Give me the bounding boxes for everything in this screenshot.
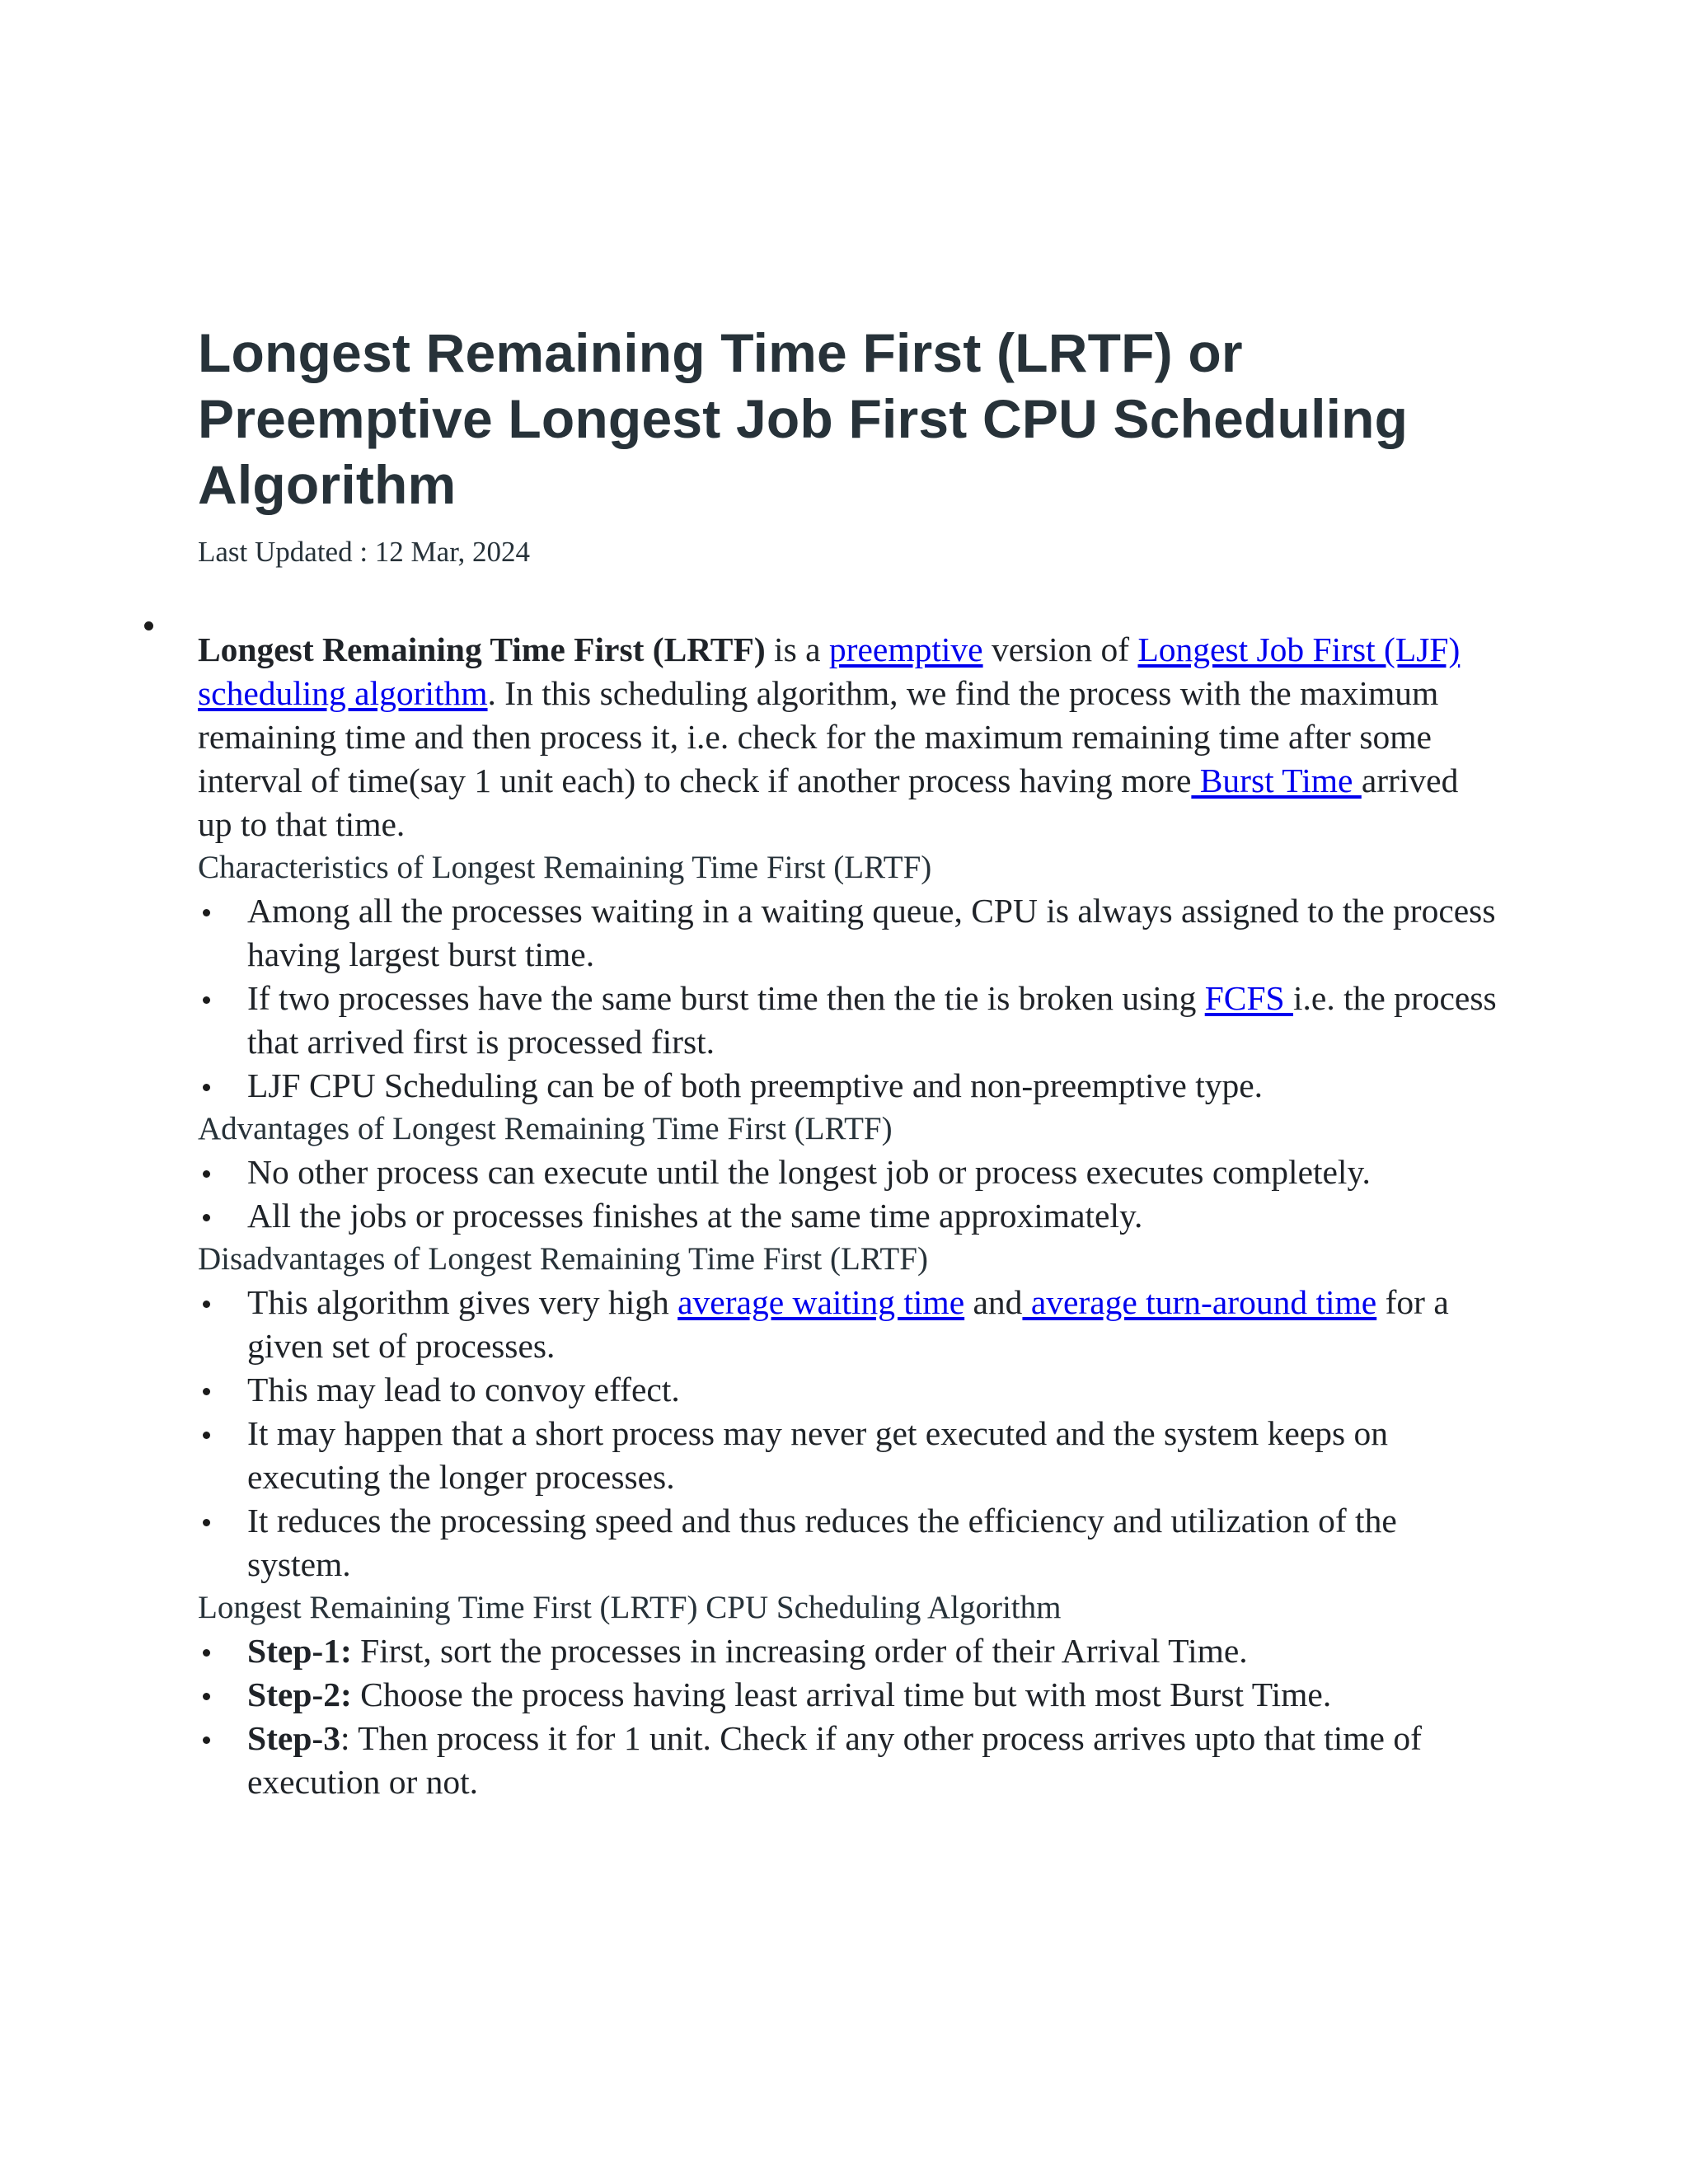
characteristics-heading: Characteristics of Longest Remaining Time First (LRTF) <box>198 850 932 885</box>
bullet-icon <box>203 1214 210 1221</box>
bullet-icon <box>203 909 210 916</box>
average-waiting-time-link[interactable]: average waiting time <box>678 1283 965 1321</box>
bullet-icon <box>203 1693 210 1700</box>
ljf-link[interactable]: Longest Job First (LJF) scheduling algorithm <box>198 630 1461 712</box>
list-item-text: i.e. the process that arrived first is processed first. <box>247 979 1497 1061</box>
bullet-marker <box>144 621 153 630</box>
bullet-icon <box>203 1736 210 1744</box>
intro-bold-term: Longest Remaining Time First (LRTF) <box>198 630 766 668</box>
list-item <box>198 1629 1500 1673</box>
list-item-text: It may happen that a short process may never get executed and the system keeps on executing the longer processes. <box>247 1414 1389 1496</box>
list-item <box>198 1412 1500 1499</box>
list-item <box>198 1499 1500 1586</box>
bullet-icon <box>203 1649 210 1657</box>
bullet-icon <box>203 996 210 1004</box>
intro-text: . In this scheduling algorithm, we find the process with the maximum remaining time and then process it, i.e. check for the maximum remaining time after some interval of time(say 1 unit each) to check if another process having more <box>198 674 1439 799</box>
bullet-icon <box>203 1301 210 1308</box>
algorithm-steps-list <box>198 1629 1500 1804</box>
algorithm-heading: Longest Remaining Time First (LRTF) CPU Scheduling Algorithm <box>198 1590 1062 1625</box>
last-updated: Last Updated : 12 Mar, 2024 <box>198 536 530 568</box>
list-item-text: Choose the process having least arrival time but with most Burst Time. <box>351 1675 1332 1713</box>
page-title: Longest Remaining Time First (LRTF) or Preemptive Longest Job First CPU Scheduling Algorithm <box>198 322 1409 515</box>
list-item <box>198 1368 1500 1412</box>
list-item-text: First, sort the processes in increasing order of their Arrival Time. <box>351 1632 1248 1670</box>
intro-text: version of <box>982 630 1138 668</box>
list-item <box>198 1673 1500 1717</box>
average-turnaround-time-link[interactable]: average turn-around time <box>1022 1283 1377 1321</box>
bullet-icon <box>203 1519 210 1526</box>
list-item <box>198 1717 1500 1804</box>
advantages-list <box>198 1151 1500 1238</box>
list-item <box>198 977 1500 1064</box>
article <box>198 320 1500 1804</box>
list-item <box>198 1281 1500 1368</box>
burst-time-link[interactable]: Burst Time <box>1191 762 1362 799</box>
bullet-icon <box>203 1084 210 1091</box>
article-body <box>198 628 1500 1804</box>
preemptive-link[interactable]: preemptive <box>828 630 983 668</box>
intro-text: is a <box>765 630 829 668</box>
advantages-heading: Advantages of Longest Remaining Time First (LRTF) <box>198 1111 893 1146</box>
disadvantages-list <box>198 1281 1500 1586</box>
disadvantages-heading: Disadvantages of Longest Remaining Time First (LRTF) <box>198 1241 928 1277</box>
bullet-icon <box>203 1388 210 1395</box>
characteristics-list <box>198 889 1500 1108</box>
list-item-text: and <box>964 1283 1023 1321</box>
list-item-text: No other process can execute until the longest job or process executes completely. <box>247 1153 1371 1191</box>
step-label: Step-3 <box>247 1719 340 1757</box>
bullet-icon <box>203 1170 210 1178</box>
list-item-text: This algorithm gives very high <box>247 1283 678 1321</box>
list-item-text: for a given set of processes. <box>247 1283 1449 1365</box>
list-item-text: : Then process it for 1 unit. Check if any other process arrives upto that time of execution or not. <box>247 1719 1422 1801</box>
list-item-text: LJF CPU Scheduling can be of both preemptive and non-preemptive type. <box>247 1066 1264 1104</box>
step-label: Step-2: <box>247 1675 352 1713</box>
list-item-text: Among all the processes waiting in a waiting queue, CPU is always assigned to the process having largest burst time. <box>247 892 1496 973</box>
intro-paragraph <box>198 628 1500 846</box>
list-item <box>198 889 1500 977</box>
list-item-text: If two processes have the same burst time then the tie is broken using <box>247 979 1205 1017</box>
list-item-text: This may lead to convoy effect. <box>247 1371 680 1408</box>
list-item-text: All the jobs or processes finishes at the same time approximately. <box>247 1197 1143 1235</box>
fcfs-link[interactable]: FCFS <box>1204 979 1294 1017</box>
bullet-icon <box>203 1432 210 1439</box>
list-item <box>198 1151 1500 1194</box>
list-item-text: It reduces the processing speed and thus reduces the efficiency and utilization of the system. <box>247 1502 1397 1583</box>
list-item <box>198 1194 1500 1238</box>
intro-text: arrived up to that time. <box>198 762 1459 843</box>
list-item <box>198 1064 1500 1108</box>
step-label: Step-1: <box>247 1632 352 1670</box>
